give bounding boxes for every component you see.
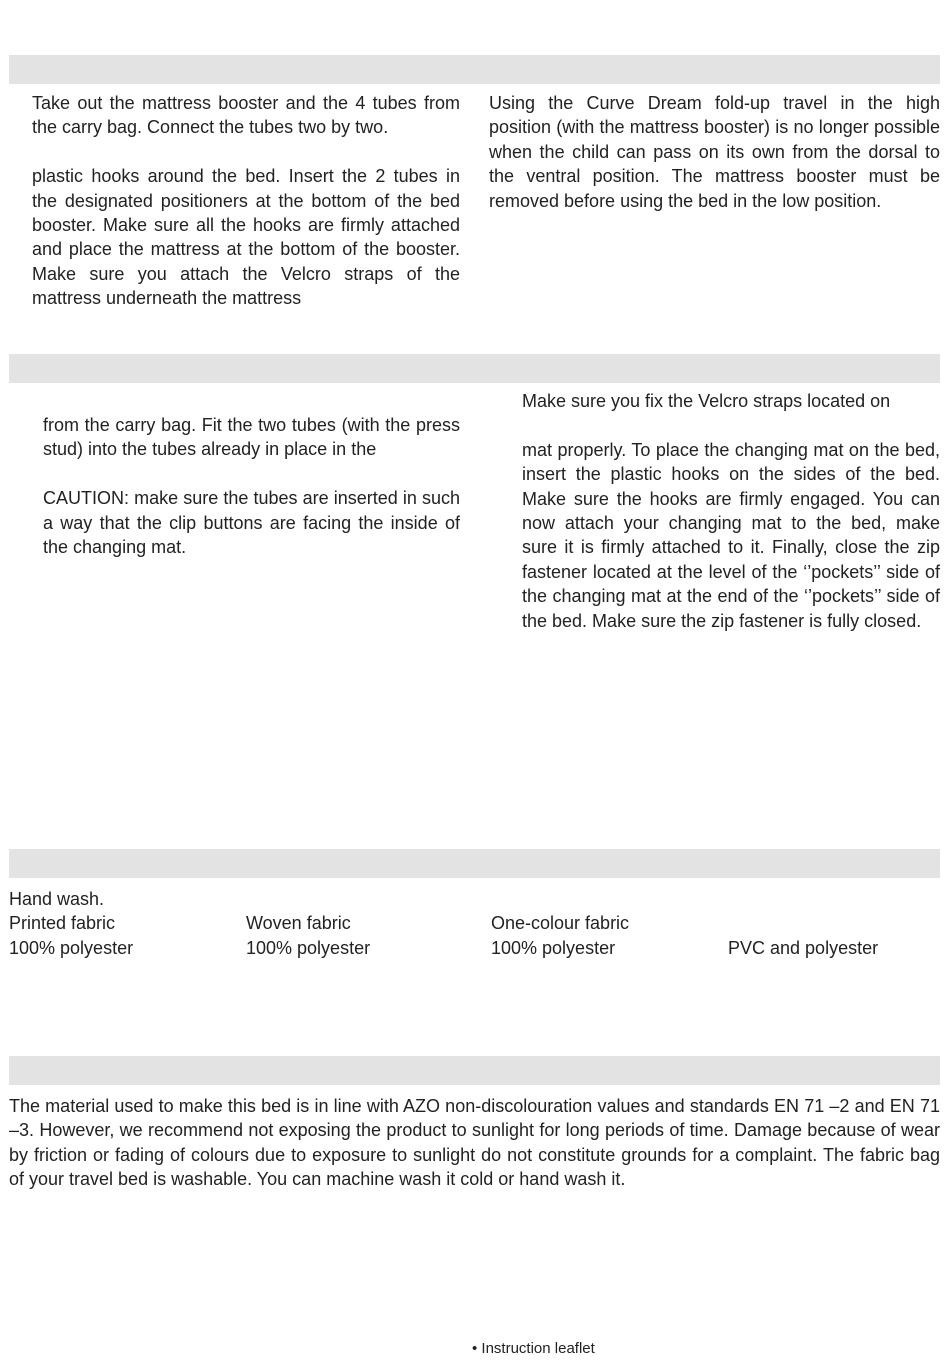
section-header-bar	[9, 354, 940, 383]
instruction-leaflet-item: • Instruction leaflet	[472, 1340, 595, 1357]
booster-right-column	[489, 91, 940, 213]
fabric-name: One-colour fabric	[491, 913, 630, 933]
fabric-composition: 100% polyester	[246, 938, 371, 958]
wash-instruction: Hand wash.	[9, 889, 105, 909]
section-header-bar	[9, 849, 940, 878]
section-header-bar	[9, 55, 940, 84]
fabric-composition: 100% polyester	[9, 938, 134, 958]
fabric-name: Woven fabric	[246, 913, 351, 933]
booster-left-paragraph-1: Take out the mattress booster and the 4 tubes from the carry bag. Connect the tubes two by two.	[32, 93, 460, 138]
fabric-name: Printed fabric	[9, 913, 116, 933]
materials-paragraph: The material used to make this bed is in line with AZO non-discolouration values and standards EN 71 –2 and EN 71 –3. However, we recommend not exposing the product to sunlight for long periods of time. Damage because of wear by friction or fading of colours due to exposure to sunlight do not constitute grounds for a complaint. The fabric bag of your travel bed is washable. You can machine wash it cold or hand wash it.	[9, 1096, 940, 1190]
section-header-bar	[9, 1056, 940, 1085]
changing-mat-right-column	[522, 389, 940, 633]
changing-mat-right-paragraph-1: Make sure you fix the Velcro straps located on	[522, 391, 891, 411]
booster-left-paragraph-2: plastic hooks around the bed. Insert the 2 tubes in the designated positioners at the bottom of the bed booster. Make sure all the hooks are firmly attached and place the mattress at the bottom of the booster. Make sure you attach the Velcro straps of the mattress underneath the mattress	[32, 166, 460, 309]
fabric-composition: 100% polyester	[491, 938, 616, 958]
changing-mat-left-column	[43, 413, 460, 559]
fabric-composition: PVC and polyester	[728, 938, 879, 958]
booster-left-column	[32, 91, 460, 311]
materials-column	[9, 1094, 940, 1192]
changing-mat-left-paragraph-1: from the carry bag. Fit the two tubes (with the press stud) into the tubes already in place in the	[43, 415, 460, 460]
booster-right-paragraph-1: Using the Curve Dream fold-up travel in the high position (with the mattress booster) is no longer possible when the child can pass on its own from the dorsal to the ventral position. The mattress booster must be removed before using the bed in the low position.	[489, 93, 940, 211]
changing-mat-right-paragraph-2: mat properly. To place the changing mat on the bed, insert the plastic hooks on the sides of the bed. Make sure the hooks are firmly engaged. You can now attach your changing mat to the bed, make sure it is firmly attached to it. Finally, close the zip fastener located at the level of the ‘’pockets’’ side of the changing mat at the end of the ‘’pockets’’ side of the bed. Make sure the zip fastener is fully closed.	[522, 439, 940, 631]
changing-mat-left-paragraph-2: CAUTION: make sure the tubes are inserted in such a way that the clip buttons are facing the inside of the changing mat.	[43, 488, 460, 558]
